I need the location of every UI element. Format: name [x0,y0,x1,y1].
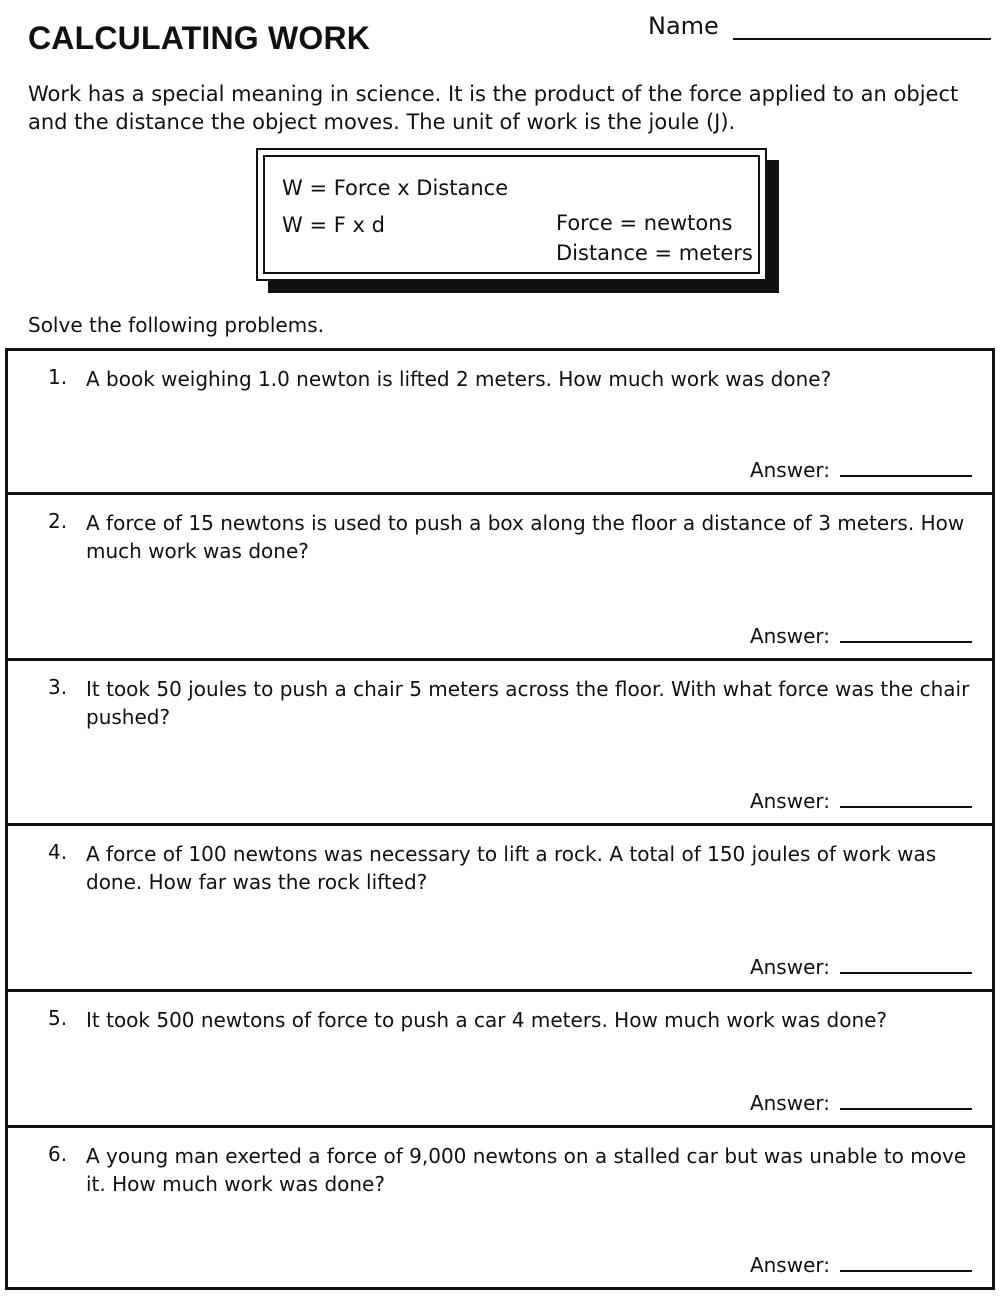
formula-line-2: W = F x d [282,213,385,237]
problem-1 [8,351,992,492]
formula-line-1: W = Force x Distance [282,176,509,200]
name-label: Name [648,12,719,40]
problem-number: 5. [48,1006,68,1030]
problem-text: It took 50 joules to push a chair 5 meters across the floor. With what force was the chair pushed? [86,677,970,729]
problem-4 [8,823,992,989]
problem-text: A force of 100 newtons was necessary to lift a rock. A total of 150 joules of work was done. How far was the rock lifted? [86,842,937,894]
answer-label: Answer: [749,1091,830,1115]
answer-field[interactable] [750,955,972,979]
answer-blank-line[interactable] [840,475,972,477]
answer-blank-line[interactable] [840,1108,972,1110]
answer-label: Answer: [749,789,830,813]
problem-5 [8,989,992,1125]
answer-blank-line[interactable] [840,972,972,974]
answer-blank-line[interactable] [840,806,972,808]
name-blank-line[interactable] [733,38,991,40]
answer-blank-line[interactable] [840,641,972,643]
formula-unit-distance: Distance = meters [556,241,753,265]
problem-number: 1. [48,365,68,389]
problem-text: It took 500 newtons of force to push a car 4 meters. How much work was done? [86,1008,888,1032]
answer-label: Answer: [749,1253,830,1277]
problem-number: 4. [48,840,68,864]
intro-paragraph: Work has a special meaning in science. It is the product of the force applied to an object and the distance the object moves. The unit of work is the joule (J). [28,82,959,134]
problems-box [5,348,995,1290]
answer-field[interactable] [750,458,972,482]
problem-text: A young man exerted a force of 9,000 newtons on a stalled car but was unable to move it. How much work was done? [86,1144,967,1196]
problem-number: 3. [48,675,68,699]
problem-number: 2. [48,509,68,533]
instructions: Solve the following problems. [28,313,324,337]
problem-6 [8,1125,992,1287]
answer-label: Answer: [749,624,830,648]
answer-field[interactable] [750,1091,972,1115]
problem-2 [8,492,992,658]
problem-text: A force of 15 newtons is used to push a box along the floor a distance of 3 meters. How much work was done? [86,511,965,563]
answer-field[interactable] [750,1253,972,1277]
answer-label: Answer: [749,955,830,979]
answer-label: Answer: [749,458,830,482]
problem-3 [8,658,992,823]
formula-unit-force: Force = newtons [556,211,733,235]
problem-number: 6. [48,1142,68,1166]
answer-field[interactable] [750,789,972,813]
answer-field[interactable] [750,624,972,648]
formula-box [256,148,767,281]
problem-text: A book weighing 1.0 newton is lifted 2 meters. How much work was done? [86,367,832,391]
worksheet-title: CALCULATING WORK [28,20,371,56]
answer-blank-line[interactable] [840,1270,972,1272]
